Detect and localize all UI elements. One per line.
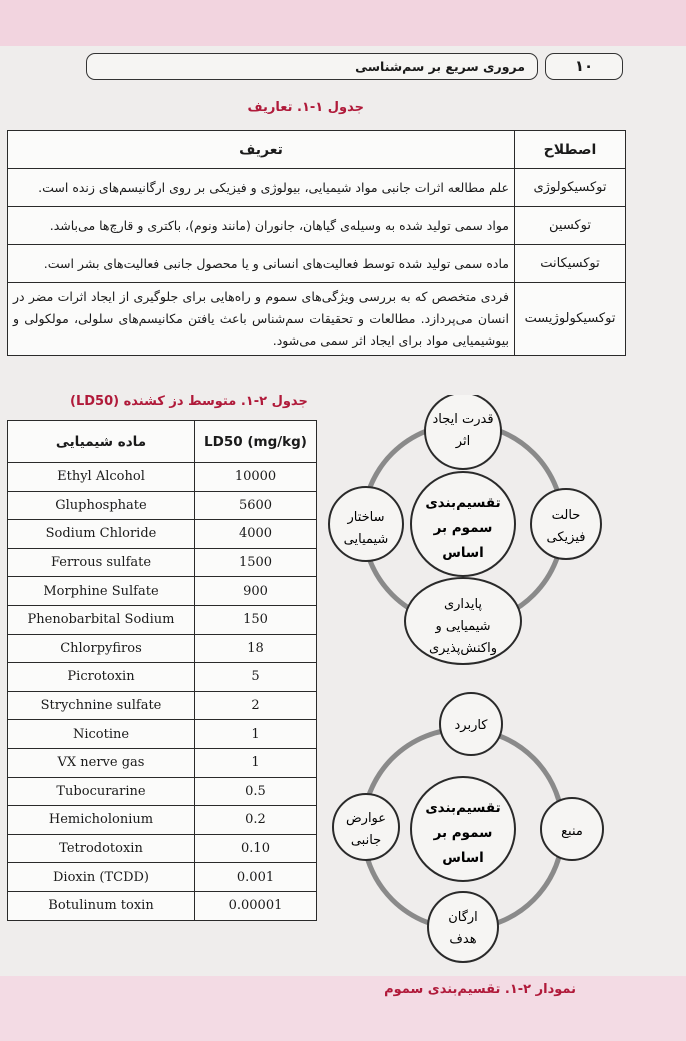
- running-header: [86, 53, 538, 80]
- center-line-3: اساس: [442, 545, 484, 561]
- table-row: [8, 777, 317, 806]
- bottom-decor-band: [0, 976, 686, 1041]
- table2-caption: جدول ۲-۱. متوسط دز کشنده (LD50): [70, 394, 308, 409]
- bottom-line-1: پایداری: [443, 597, 483, 612]
- top-bubble: [425, 395, 501, 469]
- bottom-line-2: شیمیایی و: [435, 619, 491, 634]
- chemical-cell: Phenobarbital Sodium: [8, 605, 195, 634]
- chemical-cell: Strychnine sulfate: [8, 691, 195, 720]
- table-row: [8, 245, 626, 283]
- ld50-cell: 18: [195, 634, 317, 663]
- ld50-cell: 5600: [195, 491, 317, 520]
- right-line-2: فیزیکی: [546, 530, 586, 545]
- term-cell: توکسین: [515, 207, 626, 245]
- definition-cell: ماده سمی تولید شده توسط فعالیت‌های انسانی و یا محصول جانبی فعالیت‌های بشر است.: [8, 245, 515, 283]
- table-row: [8, 891, 317, 920]
- center-line-1: تقسیم‌بندی: [425, 800, 501, 816]
- chemical-cell: Ethyl Alcohol: [8, 463, 195, 492]
- term-cell: توکسیکولوژی: [515, 169, 626, 207]
- ld50-cell: 1: [195, 720, 317, 749]
- top-line-1: کاربرد: [454, 718, 488, 733]
- ld50-cell: 2: [195, 691, 317, 720]
- table-row: [8, 691, 317, 720]
- top-decor-band: [0, 0, 686, 46]
- ld50-table: [7, 420, 317, 921]
- table-row: [8, 283, 626, 356]
- table-row: [8, 806, 317, 835]
- ld50-cell: 900: [195, 577, 317, 606]
- chemical-cell: Gluphosphate: [8, 491, 195, 520]
- chemical-cell: Dioxin (TCDD): [8, 863, 195, 892]
- table-row: [8, 863, 317, 892]
- running-header-title: مروری سریع بر سم‌شناسی: [355, 59, 525, 74]
- ld50-cell: 4000: [195, 520, 317, 549]
- right-line-1: منبع: [561, 824, 583, 839]
- chemical-cell: Botulinum toxin: [8, 891, 195, 920]
- chemical-cell: Hemicholonium: [8, 806, 195, 835]
- top-line-2: اثر: [455, 434, 471, 449]
- figure-caption: نمودار ۲-۱. تقسیم‌بندی سموم: [384, 982, 576, 997]
- table-row: [8, 605, 317, 634]
- center-line-1: تقسیم‌بندی: [425, 495, 501, 511]
- table-row: [8, 548, 317, 577]
- bottom-line-2: هدف: [449, 932, 477, 947]
- definitions-table: [7, 130, 626, 356]
- definition-header: تعریف: [8, 131, 515, 169]
- term-cell: توکسیکولوژیست: [515, 283, 626, 356]
- top-line-1: قدرت ایجاد: [432, 412, 494, 427]
- bottom-line-1: ارگان: [448, 910, 478, 925]
- left-line-2: جانبی: [350, 833, 382, 848]
- table-row: [8, 634, 317, 663]
- ld50-cell: 5: [195, 663, 317, 692]
- center-line-3: اساس: [442, 850, 484, 866]
- right-line-1: حالت: [551, 508, 581, 523]
- definition-cell: علم مطالعه اثرات جانبی مواد شیمیایی، بیولوژی و فیزیکی بر روی ارگانیسم‌های زنده است.: [8, 169, 515, 207]
- table-row: [8, 577, 317, 606]
- table-row: [8, 520, 317, 549]
- chemical-cell: Morphine Sulfate: [8, 577, 195, 606]
- table-row: [8, 491, 317, 520]
- table-header-row: [8, 131, 626, 169]
- term-cell: توکسیکانت: [515, 245, 626, 283]
- center-line-2: سموم بر: [433, 520, 493, 536]
- chemical-cell: VX nerve gas: [8, 748, 195, 777]
- bottom-bubble: [428, 892, 498, 962]
- ld50-cell: 0.5: [195, 777, 317, 806]
- chemical-cell: Picrotoxin: [8, 663, 195, 692]
- ld50-header: LD50 (mg/kg): [195, 421, 317, 463]
- ld50-cell: 0.2: [195, 806, 317, 835]
- chemical-cell: Nicotine: [8, 720, 195, 749]
- diagram-1: [329, 395, 601, 664]
- left-line-2: شیمیایی: [343, 532, 389, 547]
- ld50-cell: 150: [195, 605, 317, 634]
- ld50-cell: 0.001: [195, 863, 317, 892]
- chemical-cell: Tetrodotoxin: [8, 834, 195, 863]
- chemical-cell: Sodium Chloride: [8, 520, 195, 549]
- table-row: [8, 663, 317, 692]
- term-header: اصطلاح: [515, 131, 626, 169]
- left-line-1: ساختار: [347, 510, 385, 525]
- left-line-1: عوارض: [345, 811, 387, 826]
- center-line-2: سموم بر: [433, 825, 493, 841]
- chemical-cell: Ferrous sulfate: [8, 548, 195, 577]
- table-row: [8, 169, 626, 207]
- right-bubble: [531, 489, 601, 559]
- ld50-cell: 0.00001: [195, 891, 317, 920]
- bottom-line-3: واکنش‌پذیری: [429, 641, 497, 656]
- chemical-cell: Chlorpyfiros: [8, 634, 195, 663]
- ld50-cell: 1500: [195, 548, 317, 577]
- definition-cell: فردی متخصص که به بررسی ویژگی‌های سموم و راه‌هایی برای جلوگیری از ایجاد اثرات مضر در انسان می‌پردازد. مطالعات و تحقیقات سم‌شناس باعث یافتن مکانیسم‌های سلولی، مولکولی و بیوشیمیایی مواد برای ایجاد اثر سمی می‌شود.: [8, 283, 515, 356]
- table-row: [8, 748, 317, 777]
- table-row: [8, 463, 317, 492]
- ld50-cell: 10000: [195, 463, 317, 492]
- table1-caption: جدول ۱-۱. تعاریف: [247, 100, 364, 115]
- ld50-cell: 1: [195, 748, 317, 777]
- table-row: [8, 207, 626, 245]
- definition-cell: مواد سمی تولید شده به وسیله‌ی گیاهان، جانوران (مانند ونوم)، باکتری و قارچ‌ها می‌باشد.: [8, 207, 515, 245]
- ld50-cell: 0.10: [195, 834, 317, 863]
- chemical-cell: Tubocurarine: [8, 777, 195, 806]
- table-row: [8, 834, 317, 863]
- chemical-header: ماده شیمیایی: [8, 421, 195, 463]
- table-header-row: [8, 421, 317, 463]
- classification-diagrams: [322, 395, 622, 975]
- table-row: [8, 720, 317, 749]
- page-number: ۱۰: [545, 53, 623, 80]
- left-bubble: [333, 794, 399, 860]
- diagram-2: [333, 693, 603, 962]
